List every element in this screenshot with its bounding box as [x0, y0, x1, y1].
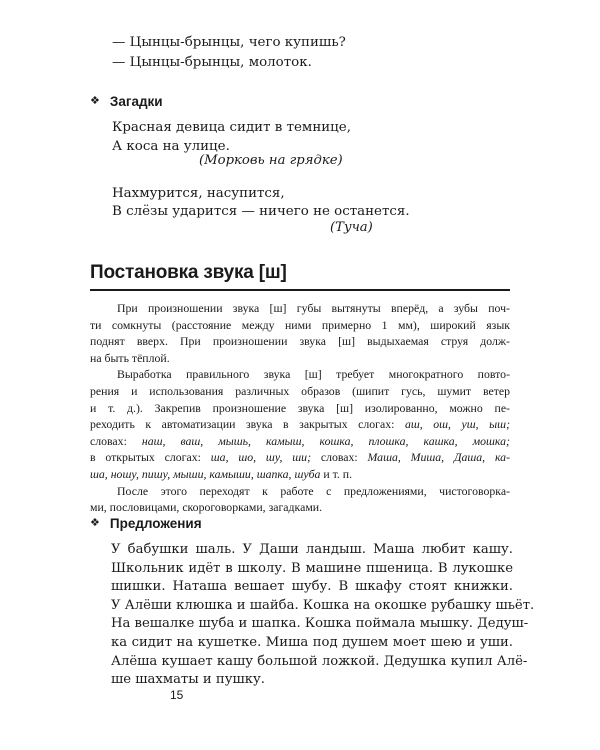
paragraph-articulation: [90, 300, 510, 366]
para2-line: Выработка правильного звука [ш] требует многократного повто-: [117, 367, 510, 382]
para1-line: поднят вверх. При произношении звука [ш] выдыхаемая струя долж-: [90, 334, 510, 349]
dialogue-line-1: — Цынцы-брынцы, чего купишь?: [112, 35, 346, 50]
dialogue-line-2: — Цынцы-брынцы, молоток.: [112, 55, 312, 70]
word-examples: Маша, Миша, Даша, ка-: [367, 450, 510, 465]
section-body: [90, 300, 510, 516]
para1-line: ти сомкнуты (расстояние между ними примерно 1 мм), широкий язык: [90, 317, 510, 332]
para2-line: рения и использования различных образов (шипит гусь, шумит ветер: [90, 383, 510, 398]
para2-text: и т. п.: [320, 466, 353, 481]
page-number: 15: [170, 688, 184, 702]
para2-line: и т. д.). Закрепив произношение звука [ш] изолированно, можно пе-: [90, 400, 510, 415]
para2-text: словах:: [311, 450, 368, 465]
para3-line: После этого переходят к работе с предложениями, чистоговорка-: [117, 483, 510, 498]
syllable-examples: аш, ош, уш, ыш;: [404, 417, 510, 432]
riddle2-line-2: В слёзы ударится — ничего не останется.: [112, 204, 410, 219]
para2-text: в открытых слогах:: [90, 450, 211, 465]
riddle2-line-1: Нахмурится, насупится,: [112, 186, 285, 201]
syllable-examples: ша, шо, шу, ши;: [210, 450, 311, 465]
diamond-bullet-icon: ❖: [90, 517, 100, 529]
para1-line: При произношении звука [ш] губы вытянуты вперёд, а зубы поч-: [117, 301, 510, 315]
sentence-line: На вешалке шуба и шапка. Кошка поймала мышку. Дедуш-: [111, 616, 529, 632]
riddle2-answer: (Туча): [330, 220, 373, 235]
title-underline: [90, 289, 510, 291]
sentence-line: Алёша кушает кашу большой ложкой. Дедушка купил Алё-: [111, 653, 528, 669]
riddles-heading: [90, 94, 163, 109]
section-title: Постановка звука [ш]: [90, 262, 287, 283]
riddle1-answer: (Морковь на грядке): [199, 153, 343, 168]
paragraph-practice: [90, 366, 510, 482]
sentence-line: ше шахматы и пушку.: [111, 672, 265, 688]
riddles-heading-label: Загадки: [109, 94, 163, 109]
word-examples: наш, ваш, мышь, камыш, кошка, плошка, кашка, мошка;: [141, 433, 510, 448]
sentences-block: [111, 541, 535, 690]
para2-text: словах:: [90, 433, 142, 448]
para2-line: [90, 449, 510, 466]
para1-line: на быть тёплой.: [90, 350, 170, 365]
word-examples: ша, ношу, пишу, мыши, камыши, шапка, шуба: [90, 466, 321, 481]
riddle1-line-1: Красная девица сидит в темнице,: [112, 120, 351, 135]
para2-line: [90, 433, 510, 450]
para2-line: [90, 466, 510, 483]
para3-line: ми, пословицами, скороговорками, загадками.: [90, 500, 323, 515]
sentence-line: У бабушки шаль. У Даши ландыш. Маша любит кашу.: [111, 542, 513, 557]
sentences-heading-label: Предложения: [109, 516, 202, 531]
paragraph-next-steps: [90, 483, 510, 516]
para2-text: реходить к автоматизации звука в закрытых слогах:: [90, 417, 405, 432]
diamond-bullet-icon: ❖: [90, 95, 100, 107]
sentence-line: шишки. Наташа вешает шубу. В шкафу стоят книжки.: [111, 579, 513, 595]
sentences-heading: [90, 516, 202, 531]
riddle1-line-2: А коса на улице.: [112, 139, 230, 154]
sentence-line: У Алёши клюшка и шайба. Кошка на окошке рубашку шьёт.: [111, 597, 535, 613]
sentence-line: ка сидит на кушетке. Миша под душем моет шею и уши.: [111, 634, 513, 650]
para2-line: [90, 416, 510, 433]
sentence-line: Школьник идёт в школу. В машине пшеница. В лукошке: [111, 560, 513, 576]
